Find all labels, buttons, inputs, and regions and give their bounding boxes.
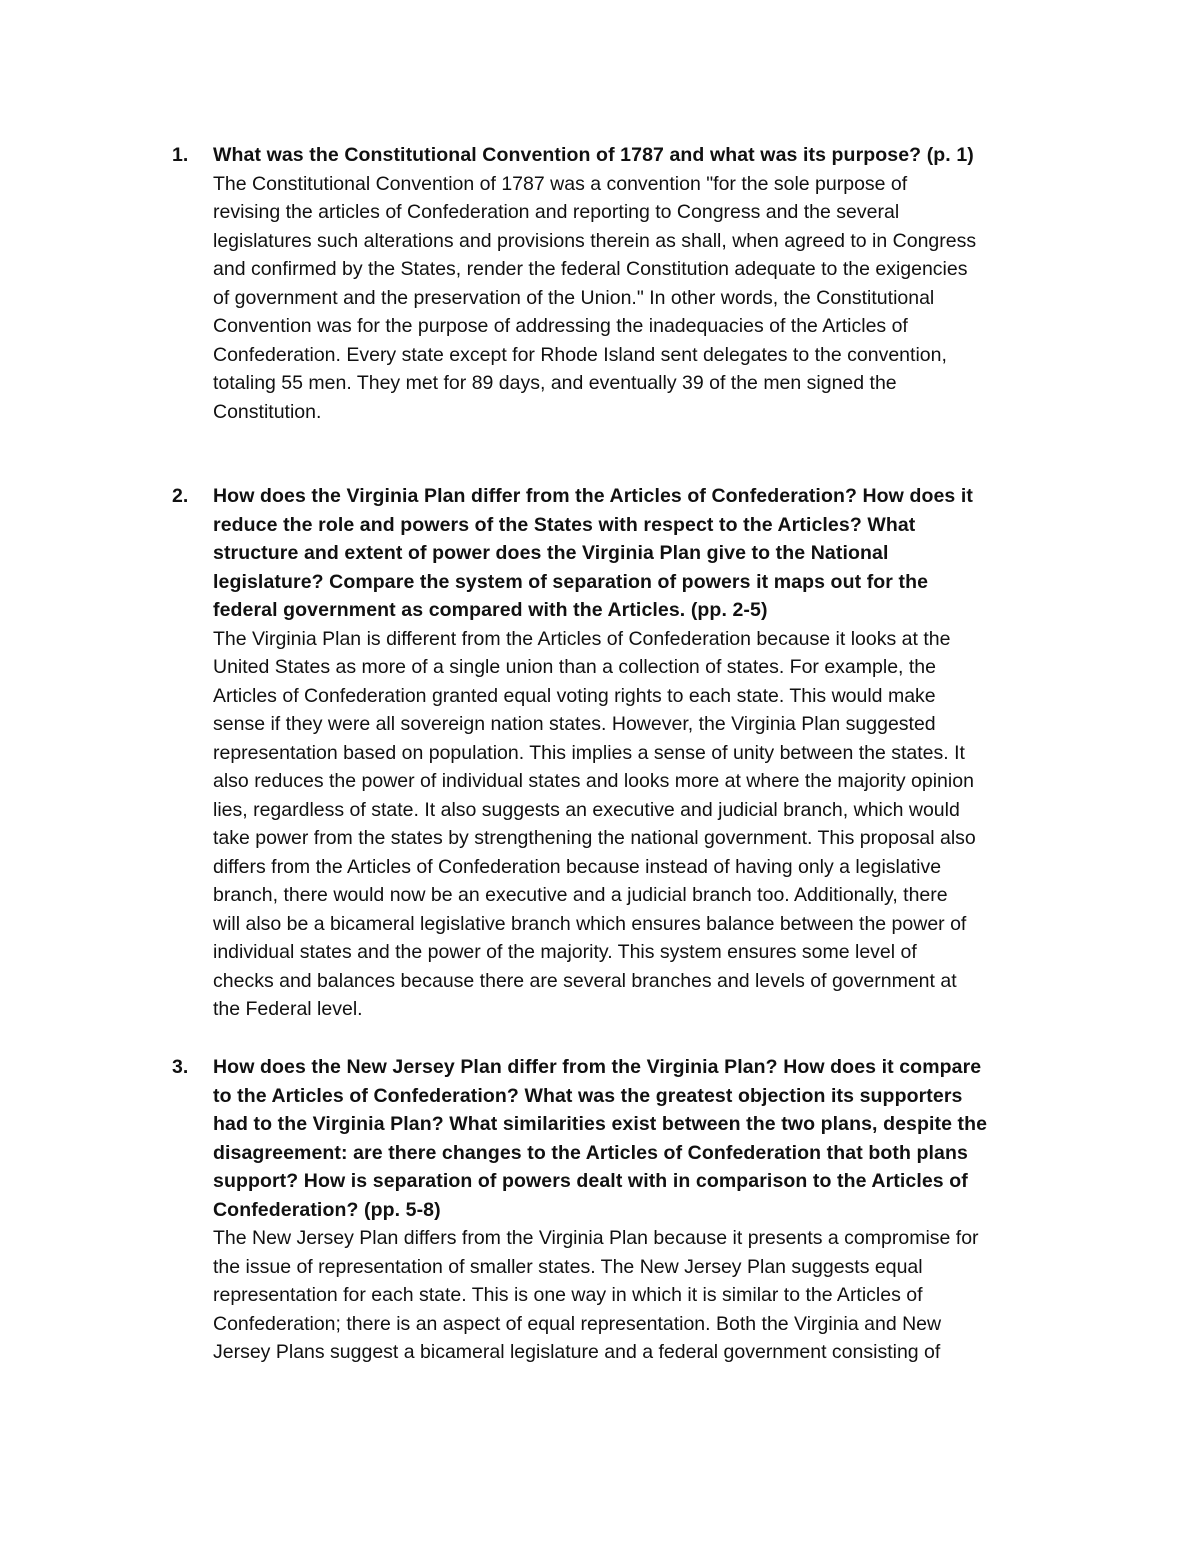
- answer-line: checks and balances because there are several branches and levels of government at: [213, 969, 957, 992]
- question-line: Confederation? (pp. 5-8): [213, 1198, 441, 1221]
- question-line: disagreement: are there changes to the Articles of Confederation that both plans: [213, 1141, 968, 1164]
- answer-text: [213, 625, 1072, 1024]
- answer-line: United States as more of a single union than a collection of states. For example, the: [213, 656, 936, 678]
- answer-line: differs from the Articles of Confederation because instead of having only a legislative: [213, 855, 942, 878]
- question-line: had to the Virginia Plan? What similarities exist between the two plans, despite the: [213, 1113, 988, 1135]
- answer-line: the Federal level.: [213, 998, 363, 1020]
- question-content: [213, 141, 1072, 426]
- question-item-3: [172, 1053, 1072, 1367]
- answer-line: The New Jersey Plan differs from the Virginia Plan because it presents a compromise for: [213, 1227, 979, 1249]
- question-line: to the Articles of Confederation? What was the greatest objection its supporters: [213, 1084, 963, 1107]
- question-text: [213, 141, 1072, 170]
- answer-text: [213, 170, 1072, 427]
- answer-line: Confederation; there is an aspect of equal representation. Both the Virginia and New: [213, 1312, 942, 1335]
- question-number: 3.: [172, 1056, 189, 1078]
- answer-text: [213, 1224, 1072, 1367]
- answer-line: The Virginia Plan is different from the Articles of Confederation because it looks at the: [213, 627, 951, 650]
- question-line: federal government as compared with the Articles. (pp. 2-5): [213, 599, 768, 621]
- answer-line: the issue of representation of smaller states. The New Jersey Plan suggests equal: [213, 1255, 923, 1278]
- question-text: [213, 1053, 1072, 1224]
- question-content: [213, 1053, 1072, 1367]
- answer-line: revising the articles of Confederation and reporting to Congress and the several: [213, 201, 900, 223]
- question-line: How does the Virginia Plan differ from the Articles of Confederation? How does it: [213, 485, 974, 507]
- question-line: reduce the role and powers of the States with respect to the Articles? What: [213, 513, 916, 536]
- question-content: [213, 482, 1072, 1024]
- answer-line: and confirmed by the States, render the federal Constitution adequate to the exigencies: [213, 258, 968, 280]
- answer-line: of government and the preservation of the Union." In other words, the Constitutional: [213, 286, 935, 309]
- answer-line: take power from the states by strengthening the national government. This proposal also: [213, 827, 976, 849]
- answer-line: will also be a bicameral legislative branch which ensures balance between the power of: [213, 912, 967, 935]
- answer-line: representation based on population. This implies a sense of unity between the states. It: [213, 741, 965, 764]
- question-line: support? How is separation of powers dealt with in comparison to the Articles of: [213, 1170, 968, 1192]
- question-line: structure and extent of power does the Virginia Plan give to the National: [213, 542, 889, 564]
- answer-line: also reduces the power of individual states and looks more at where the majority opinion: [213, 770, 974, 792]
- answer-line: representation for each state. This is one way in which it is similar to the Articles of: [213, 1284, 923, 1306]
- question-line: legislature? Compare the system of separation of powers it maps out for the: [213, 570, 929, 593]
- answer-line: branch, there would now be an executive and a judicial branch too. Additionally, there: [213, 884, 948, 906]
- answer-line: Convention was for the purpose of addressing the inadequacies of the Articles of: [213, 315, 908, 337]
- question-text: [213, 482, 1072, 625]
- answer-line: Jersey Plans suggest a bicameral legislature and a federal government consisting of: [213, 1341, 941, 1363]
- question-line: What was the Constitutional Convention of 1787 and what was its purpose? (p. 1): [213, 144, 974, 166]
- answer-line: legislatures such alterations and provisions therein as shall, when agreed to in Congress: [213, 229, 977, 252]
- answer-line: Confederation. Every state except for Rhode Island sent delegates to the convention,: [213, 343, 947, 366]
- answer-line: The Constitutional Convention of 1787 was a convention "for the sole purpose of: [213, 172, 908, 195]
- question-line: How does the New Jersey Plan differ from the Virginia Plan? How does it compare: [213, 1056, 982, 1078]
- question-item-1: [172, 141, 1072, 426]
- answer-line: Constitution.: [213, 400, 322, 423]
- question-item-2: [172, 482, 1072, 1024]
- answer-line: Articles of Confederation granted equal voting rights to each state. This would make: [213, 684, 936, 707]
- question-number: 1.: [172, 144, 189, 166]
- answer-line: totaling 55 men. They met for 89 days, and eventually 39 of the men signed the: [213, 372, 897, 394]
- question-number: 2.: [172, 485, 189, 507]
- answer-line: sense if they were all sovereign nation states. However, the Virginia Plan suggested: [213, 713, 936, 735]
- answer-line: lies, regardless of state. It also suggests an executive and judicial branch, which would: [213, 798, 960, 821]
- answer-line: individual states and the power of the majority. This system ensures some level of: [213, 941, 917, 963]
